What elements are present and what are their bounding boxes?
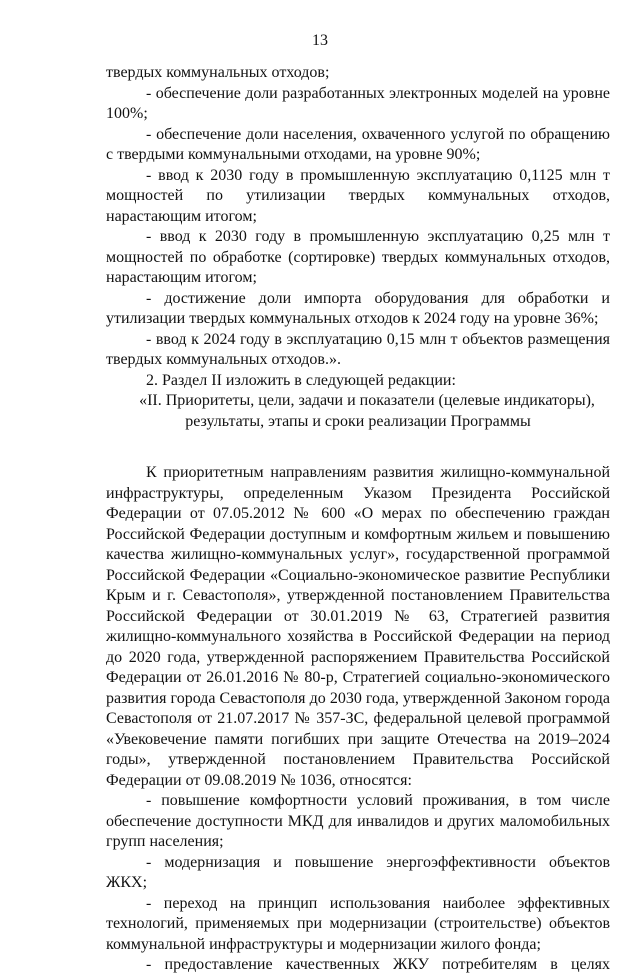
list-item: - ввод к 2030 году в промышленную эксплуатацию 0,25 млн т мощностей по обработке (сортировке) твердых коммунальных отходов, нарастающим итогом; — [106, 228, 610, 286]
list-item: - ввод к 2024 году в эксплуатацию 0,15 млн т объектов размещения твердых коммунальных отходов.». — [106, 330, 610, 368]
paragraph: твердых коммунальных отходов; — [106, 64, 330, 81]
spacer — [106, 432, 610, 463]
list-item: - повышение комфортности условий проживания, в том числе обеспечение доступности МКД для инвалидов и других маломобильных групп населения; — [106, 792, 610, 850]
section-heading-line-2: результаты, этапы и сроки реализации Программы — [185, 412, 531, 430]
main-paragraph: К приоритетным направлениям развития жилищно-коммунальной инфраструктуры, определенным Указом Президента Российской Федерации от 07.05.2012 № 600 «О мерах по обеспечению граждан Российской Федерации доступным и комфортным жильем и повышению качества жилищно-коммунальных услуг», государственной программой Российской Федерации «Социально-экономическое развитие Республики Крым и г. Севастополя», утвержденной постановлением Правительства Российской Федерации от 30.01.2019 № 63, Стратегией развития жилищно-коммунального хозяйства в Российской Федерации на период до 2020 года, утвержденной распоряжением Правительства Российской Федерации от 26.01.2016 № 80-р, Стратегией социально-экономического развития города Севастополя до 2030 года, утвержденной Законом города Севастополя от 21.07.2017 № 357-ЗС, федеральной целевой программой «Увековечение памяти погибших при защите Отечества на 2019–2024 годы», утвержденной постановлением Правительства Российской Федерации от 09.08.2019 № 1036, относятся: — [106, 464, 610, 789]
page-number: 13 — [312, 32, 328, 49]
list-item-partial: - предоставление качественных ЖКУ потребителям в целях — [146, 956, 610, 973]
paragraph: 2. Раздел II изложить в следующей редакции: — [146, 371, 456, 389]
list-item: - ввод к 2030 году в промышленную эксплуатацию 0,1125 млн т мощностей по утилизации твердых коммунальных отходов, нарастающим итогом; — [106, 166, 610, 225]
document-body — [106, 63, 610, 976]
list-item: - обеспечение доли населения, охваченного услугой по обращению с твердыми коммунальными отходами, на уровне 90%; — [106, 125, 610, 163]
section-heading-line-1: «II. Приоритеты, цели, задачи и показатели (целевые индикаторы), — [139, 392, 595, 409]
list-item: - обеспечение доли разработанных электронных моделей на уровне 100%; — [106, 84, 610, 122]
list-item: - достижение доли импорта оборудования для обработки и утилизации твердых коммунальных отходов к 2024 году на уровне 36%; — [106, 289, 610, 327]
list-item: - переход на принцип использования наиболее эффективных технологий, применяемых при модернизации (строительстве) объектов коммунальной инфраструктуры и модернизации жилого фонда; — [106, 894, 610, 953]
list-item: - модернизация и повышение энергоэффективности объектов ЖКХ; — [106, 853, 610, 891]
